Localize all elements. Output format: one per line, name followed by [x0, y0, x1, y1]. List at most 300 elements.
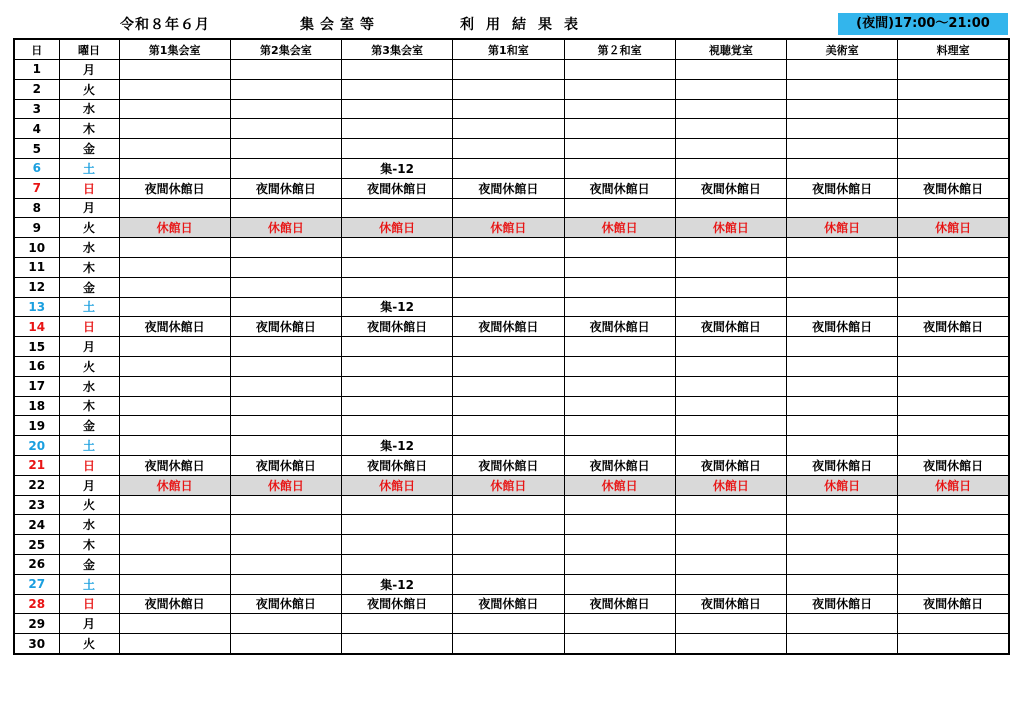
weekday-cell: 日	[59, 594, 119, 614]
room-cell	[453, 376, 564, 396]
room-cell	[564, 535, 675, 555]
room-cell	[230, 515, 341, 535]
room-cell	[119, 554, 230, 574]
room-cell	[898, 574, 1009, 594]
col-header-room-3: 第3集会室	[342, 39, 453, 60]
weekday-cell: 水	[59, 99, 119, 119]
room-cell: 夜間休館日	[564, 178, 675, 198]
room-cell	[342, 554, 453, 574]
room-cell	[564, 515, 675, 535]
room-cell	[898, 634, 1009, 654]
room-cell	[119, 535, 230, 555]
room-cell	[675, 554, 786, 574]
weekday-cell: 土	[59, 297, 119, 317]
room-cell	[119, 337, 230, 357]
room-cell	[119, 495, 230, 515]
table-row	[14, 337, 1009, 357]
room-cell	[230, 356, 341, 376]
room-cell	[453, 99, 564, 119]
room-cell	[453, 436, 564, 456]
room-cell	[230, 614, 341, 634]
room-cell: 夜間休館日	[898, 317, 1009, 337]
room-cell	[342, 238, 453, 258]
room-cell	[787, 139, 898, 159]
room-cell	[675, 337, 786, 357]
day-cell: 23	[14, 495, 59, 515]
room-cell: 集-12	[342, 297, 453, 317]
room-cell: 休館日	[230, 218, 341, 238]
day-cell: 29	[14, 614, 59, 634]
room-cell	[787, 198, 898, 218]
room-cell	[675, 238, 786, 258]
table-row	[14, 317, 1009, 337]
room-cell	[564, 574, 675, 594]
room-cell	[230, 396, 341, 416]
weekday-cell: 土	[59, 436, 119, 456]
day-cell: 6	[14, 158, 59, 178]
room-cell	[675, 277, 786, 297]
day-cell: 22	[14, 475, 59, 495]
usage-table	[13, 38, 1010, 655]
weekday-cell: 月	[59, 337, 119, 357]
room-cell: 休館日	[342, 475, 453, 495]
table-row	[14, 257, 1009, 277]
room-cell	[564, 337, 675, 357]
room-cell	[453, 416, 564, 436]
room-cell: 夜間休館日	[230, 317, 341, 337]
room-cell	[675, 60, 786, 80]
day-cell: 20	[14, 436, 59, 456]
room-cell: 休館日	[230, 475, 341, 495]
weekday-cell: 水	[59, 238, 119, 258]
room-cell	[230, 574, 341, 594]
room-cell	[230, 297, 341, 317]
room-cell	[898, 495, 1009, 515]
room-cell	[453, 614, 564, 634]
day-cell: 1	[14, 60, 59, 80]
room-cell	[675, 297, 786, 317]
room-cell	[119, 634, 230, 654]
table-row	[14, 158, 1009, 178]
room-cell	[230, 139, 341, 159]
col-header-art-room: 美術室	[787, 39, 898, 60]
room-cell	[787, 574, 898, 594]
room-cell	[230, 535, 341, 555]
room-cell	[230, 198, 341, 218]
room-cell: 休館日	[564, 475, 675, 495]
room-cell	[564, 356, 675, 376]
room-cell: 夜間休館日	[119, 455, 230, 475]
room-cell: 休館日	[453, 218, 564, 238]
room-cell	[675, 158, 786, 178]
room-cell	[564, 297, 675, 317]
table-row	[14, 396, 1009, 416]
room-cell: 休館日	[342, 218, 453, 238]
room-cell	[898, 158, 1009, 178]
room-cell	[564, 554, 675, 574]
room-cell	[342, 376, 453, 396]
room-cell	[564, 119, 675, 139]
col-header-av-room: 視聴覚室	[675, 39, 786, 60]
room-cell	[342, 495, 453, 515]
room-cell	[453, 119, 564, 139]
room-cell	[675, 634, 786, 654]
table-row	[14, 79, 1009, 99]
day-cell: 16	[14, 356, 59, 376]
room-cell: 夜間休館日	[230, 594, 341, 614]
room-cell	[453, 356, 564, 376]
room-cell	[453, 257, 564, 277]
room-cell	[119, 277, 230, 297]
day-cell: 17	[14, 376, 59, 396]
day-cell: 4	[14, 119, 59, 139]
weekday-cell: 水	[59, 515, 119, 535]
table-row	[14, 297, 1009, 317]
table-row	[14, 436, 1009, 456]
weekday-cell: 土	[59, 574, 119, 594]
room-cell	[787, 337, 898, 357]
day-cell: 7	[14, 178, 59, 198]
room-cell: 休館日	[675, 218, 786, 238]
room-cell	[230, 257, 341, 277]
room-cell: 夜間休館日	[453, 594, 564, 614]
room-cell: 夜間休館日	[119, 178, 230, 198]
weekday-cell: 月	[59, 475, 119, 495]
room-cell	[342, 614, 453, 634]
room-cell	[898, 554, 1009, 574]
table-row	[14, 178, 1009, 198]
day-cell: 2	[14, 79, 59, 99]
weekday-cell: 月	[59, 60, 119, 80]
room-cell	[675, 139, 786, 159]
room-cell	[453, 396, 564, 416]
room-cell	[342, 356, 453, 376]
table-row	[14, 535, 1009, 555]
room-cell	[564, 436, 675, 456]
day-cell: 10	[14, 238, 59, 258]
room-cell	[787, 257, 898, 277]
room-cell	[230, 554, 341, 574]
table-row	[14, 60, 1009, 80]
room-cell: 休館日	[898, 475, 1009, 495]
room-cell	[787, 79, 898, 99]
room-cell: 夜間休館日	[675, 594, 786, 614]
weekday-cell: 木	[59, 119, 119, 139]
room-cell	[342, 79, 453, 99]
room-cell	[787, 119, 898, 139]
room-cell	[675, 574, 786, 594]
day-cell: 25	[14, 535, 59, 555]
room-cell	[453, 634, 564, 654]
room-cell	[119, 356, 230, 376]
room-cell	[787, 376, 898, 396]
table-row	[14, 218, 1009, 238]
col-header-weekday: 曜日	[59, 39, 119, 60]
room-cell: 集-12	[342, 436, 453, 456]
room-cell	[230, 158, 341, 178]
col-header-day: 日	[14, 39, 59, 60]
title-sub: 利用結果表	[460, 17, 590, 33]
room-cell	[453, 60, 564, 80]
room-cell	[898, 99, 1009, 119]
room-cell	[898, 376, 1009, 396]
room-cell: 夜間休館日	[564, 594, 675, 614]
room-cell: 夜間休館日	[787, 317, 898, 337]
room-cell	[119, 198, 230, 218]
day-cell: 8	[14, 198, 59, 218]
room-cell: 集-12	[342, 574, 453, 594]
table-row	[14, 574, 1009, 594]
room-cell	[453, 297, 564, 317]
room-cell	[230, 277, 341, 297]
room-cell	[898, 297, 1009, 317]
room-cell: 夜間休館日	[564, 455, 675, 475]
room-cell	[453, 238, 564, 258]
room-cell	[675, 198, 786, 218]
weekday-cell: 金	[59, 139, 119, 159]
room-cell	[119, 257, 230, 277]
weekday-cell: 月	[59, 198, 119, 218]
room-cell: 休館日	[119, 475, 230, 495]
room-cell	[119, 396, 230, 416]
weekday-cell: 木	[59, 535, 119, 555]
day-cell: 21	[14, 455, 59, 475]
room-cell	[898, 396, 1009, 416]
room-cell	[787, 297, 898, 317]
day-cell: 11	[14, 257, 59, 277]
room-cell	[342, 257, 453, 277]
room-cell: 休館日	[787, 218, 898, 238]
room-cell	[787, 614, 898, 634]
room-cell	[119, 158, 230, 178]
table-row	[14, 119, 1009, 139]
room-cell	[119, 614, 230, 634]
room-cell	[119, 436, 230, 456]
weekday-cell: 金	[59, 277, 119, 297]
col-header-washitsu-2: 第２和室	[564, 39, 675, 60]
room-cell	[787, 535, 898, 555]
table-row	[14, 495, 1009, 515]
room-cell	[342, 396, 453, 416]
room-cell: 夜間休館日	[119, 317, 230, 337]
table-row	[14, 614, 1009, 634]
room-cell: 夜間休館日	[898, 455, 1009, 475]
room-cell: 夜間休館日	[342, 178, 453, 198]
room-cell	[564, 257, 675, 277]
room-cell: 夜間休館日	[898, 178, 1009, 198]
room-cell	[898, 238, 1009, 258]
room-cell: 夜間休館日	[675, 317, 786, 337]
table-row	[14, 376, 1009, 396]
title-main: 集会室等	[300, 17, 380, 33]
day-cell: 5	[14, 139, 59, 159]
table-row	[14, 277, 1009, 297]
room-cell	[898, 139, 1009, 159]
room-cell	[230, 238, 341, 258]
table-row	[14, 99, 1009, 119]
room-cell	[453, 139, 564, 159]
room-cell	[564, 376, 675, 396]
weekday-cell: 土	[59, 158, 119, 178]
room-cell	[342, 416, 453, 436]
room-cell	[787, 495, 898, 515]
room-cell	[898, 60, 1009, 80]
room-cell	[898, 277, 1009, 297]
room-cell	[675, 495, 786, 515]
room-cell	[453, 337, 564, 357]
room-cell	[230, 337, 341, 357]
room-cell: 夜間休館日	[787, 455, 898, 475]
weekday-cell: 木	[59, 257, 119, 277]
weekday-cell: 日	[59, 455, 119, 475]
day-cell: 19	[14, 416, 59, 436]
room-cell	[119, 297, 230, 317]
room-cell: 夜間休館日	[675, 178, 786, 198]
room-cell	[898, 614, 1009, 634]
room-cell	[119, 376, 230, 396]
table-row	[14, 594, 1009, 614]
room-cell	[453, 158, 564, 178]
room-cell	[342, 515, 453, 535]
room-cell	[898, 515, 1009, 535]
room-cell	[787, 634, 898, 654]
day-cell: 24	[14, 515, 59, 535]
room-cell	[230, 376, 341, 396]
room-cell	[787, 99, 898, 119]
col-header-room-1: 第1集会室	[119, 39, 230, 60]
room-cell	[230, 60, 341, 80]
room-cell	[898, 356, 1009, 376]
room-cell	[675, 119, 786, 139]
room-cell	[787, 436, 898, 456]
room-cell	[675, 79, 786, 99]
room-cell	[675, 436, 786, 456]
room-cell	[675, 396, 786, 416]
table-row	[14, 238, 1009, 258]
room-cell	[787, 277, 898, 297]
room-cell	[564, 139, 675, 159]
room-cell	[564, 396, 675, 416]
room-cell	[119, 574, 230, 594]
room-cell	[564, 614, 675, 634]
room-cell	[564, 238, 675, 258]
room-cell	[119, 119, 230, 139]
day-cell: 30	[14, 634, 59, 654]
room-cell	[675, 99, 786, 119]
weekday-cell: 月	[59, 614, 119, 634]
room-cell	[453, 554, 564, 574]
room-cell: 休館日	[564, 218, 675, 238]
room-cell	[119, 139, 230, 159]
room-cell: 夜間休館日	[342, 594, 453, 614]
room-cell	[564, 158, 675, 178]
room-cell	[342, 198, 453, 218]
room-cell	[898, 337, 1009, 357]
table-row	[14, 554, 1009, 574]
room-cell	[342, 99, 453, 119]
room-cell	[898, 436, 1009, 456]
room-cell: 夜間休館日	[564, 317, 675, 337]
col-header-washitsu-1: 第1和室	[453, 39, 564, 60]
weekday-cell: 水	[59, 376, 119, 396]
room-cell	[675, 535, 786, 555]
room-cell	[898, 535, 1009, 555]
room-cell: 夜間休館日	[453, 317, 564, 337]
room-cell	[453, 79, 564, 99]
room-cell: 休館日	[787, 475, 898, 495]
room-cell	[119, 416, 230, 436]
room-cell: 夜間休館日	[119, 594, 230, 614]
table-row	[14, 515, 1009, 535]
room-cell	[342, 337, 453, 357]
weekday-cell: 火	[59, 356, 119, 376]
room-cell	[119, 238, 230, 258]
day-cell: 14	[14, 317, 59, 337]
room-cell	[787, 554, 898, 574]
day-cell: 15	[14, 337, 59, 357]
room-cell	[787, 238, 898, 258]
room-cell	[564, 416, 675, 436]
room-cell	[342, 535, 453, 555]
weekday-cell: 火	[59, 634, 119, 654]
day-cell: 3	[14, 99, 59, 119]
room-cell	[230, 79, 341, 99]
room-cell: 夜間休館日	[342, 455, 453, 475]
weekday-cell: 木	[59, 396, 119, 416]
weekday-cell: 日	[59, 178, 119, 198]
room-cell	[342, 60, 453, 80]
room-cell	[675, 356, 786, 376]
room-cell: 夜間休館日	[787, 594, 898, 614]
room-cell	[564, 60, 675, 80]
room-cell	[787, 158, 898, 178]
room-cell: 夜間休館日	[230, 178, 341, 198]
header-row	[14, 39, 1009, 60]
room-cell	[564, 634, 675, 654]
room-cell	[453, 515, 564, 535]
room-cell	[230, 436, 341, 456]
room-cell: 夜間休館日	[787, 178, 898, 198]
room-cell: 夜間休館日	[453, 178, 564, 198]
weekday-cell: 金	[59, 416, 119, 436]
table-row	[14, 356, 1009, 376]
table-row	[14, 475, 1009, 495]
room-cell	[342, 277, 453, 297]
room-cell	[453, 198, 564, 218]
room-cell	[787, 416, 898, 436]
room-cell	[453, 535, 564, 555]
room-cell	[230, 119, 341, 139]
room-cell: 休館日	[675, 475, 786, 495]
weekday-cell: 火	[59, 218, 119, 238]
weekday-cell: 火	[59, 79, 119, 99]
table-row	[14, 416, 1009, 436]
room-cell	[119, 99, 230, 119]
col-header-room-2: 第2集会室	[230, 39, 341, 60]
room-cell	[342, 119, 453, 139]
room-cell	[119, 515, 230, 535]
room-cell	[119, 79, 230, 99]
room-cell	[342, 634, 453, 654]
room-cell: 集-12	[342, 158, 453, 178]
room-cell: 休館日	[898, 218, 1009, 238]
day-cell: 26	[14, 554, 59, 574]
room-cell	[675, 515, 786, 535]
day-cell: 13	[14, 297, 59, 317]
col-header-cooking-room: 料理室	[898, 39, 1009, 60]
table-row	[14, 198, 1009, 218]
room-cell	[898, 79, 1009, 99]
